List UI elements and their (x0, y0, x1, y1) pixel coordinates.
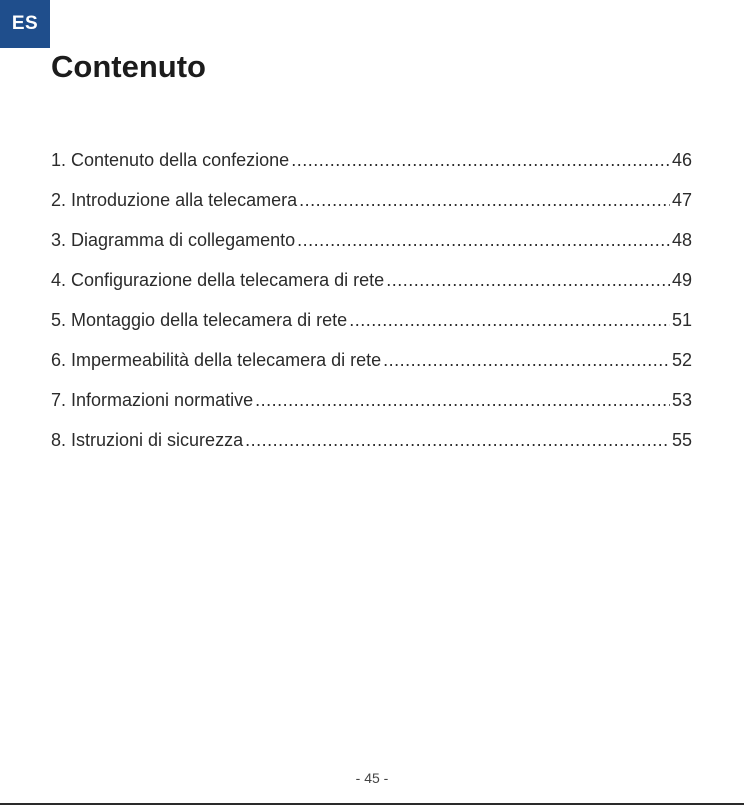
language-badge-label: ES (11, 13, 39, 34)
toc-dot-leader (299, 180, 670, 220)
toc-item-title: 3. Diagramma di collegamento (51, 230, 296, 250)
toc-item[interactable] (51, 140, 692, 180)
toc-dot-leader (383, 340, 670, 380)
toc-item-page: 53 (671, 390, 692, 410)
toc-item-page: 49 (671, 270, 692, 290)
toc-item-page: 48 (671, 230, 692, 250)
toc-item-page: 46 (671, 150, 692, 170)
toc-item[interactable] (51, 340, 692, 380)
toc-item-page: 55 (671, 430, 692, 450)
toc-item-title: 4. Configurazione della telecamera di rete (51, 270, 385, 290)
toc-item-title: 5. Montaggio della telecamera di rete (51, 310, 348, 330)
toc-dot-leader (297, 220, 670, 260)
table-of-contents (51, 140, 692, 460)
toc-item-title: 8. Istruzioni di sicurezza (51, 430, 244, 450)
toc-item-title: 6. Impermeabilità della telecamera di rete (51, 350, 382, 370)
toc-item[interactable] (51, 380, 692, 420)
toc-item-title: 1. Contenuto della confezione (51, 150, 290, 170)
toc-dot-leader (255, 380, 670, 420)
toc-dot-leader (386, 260, 670, 300)
toc-item-page: 47 (671, 190, 692, 210)
toc-item[interactable] (51, 260, 692, 300)
bottom-divider (0, 803, 744, 805)
toc-item[interactable] (51, 420, 692, 460)
toc-item-title: 2. Introduzione alla telecamera (51, 190, 298, 210)
toc-dot-leader (349, 300, 670, 340)
toc-item[interactable] (51, 220, 692, 260)
toc-dot-leader (291, 140, 670, 180)
page-number: - 45 - (355, 770, 389, 786)
toc-item-page: 51 (671, 310, 692, 330)
toc-item[interactable] (51, 180, 692, 220)
toc-item[interactable] (51, 300, 692, 340)
toc-item-title: 7. Informazioni normative (51, 390, 254, 410)
toc-item-page: 52 (671, 350, 692, 370)
page-title: Contenuto (51, 49, 206, 84)
toc-dot-leader (245, 420, 670, 460)
language-badge (0, 0, 50, 48)
